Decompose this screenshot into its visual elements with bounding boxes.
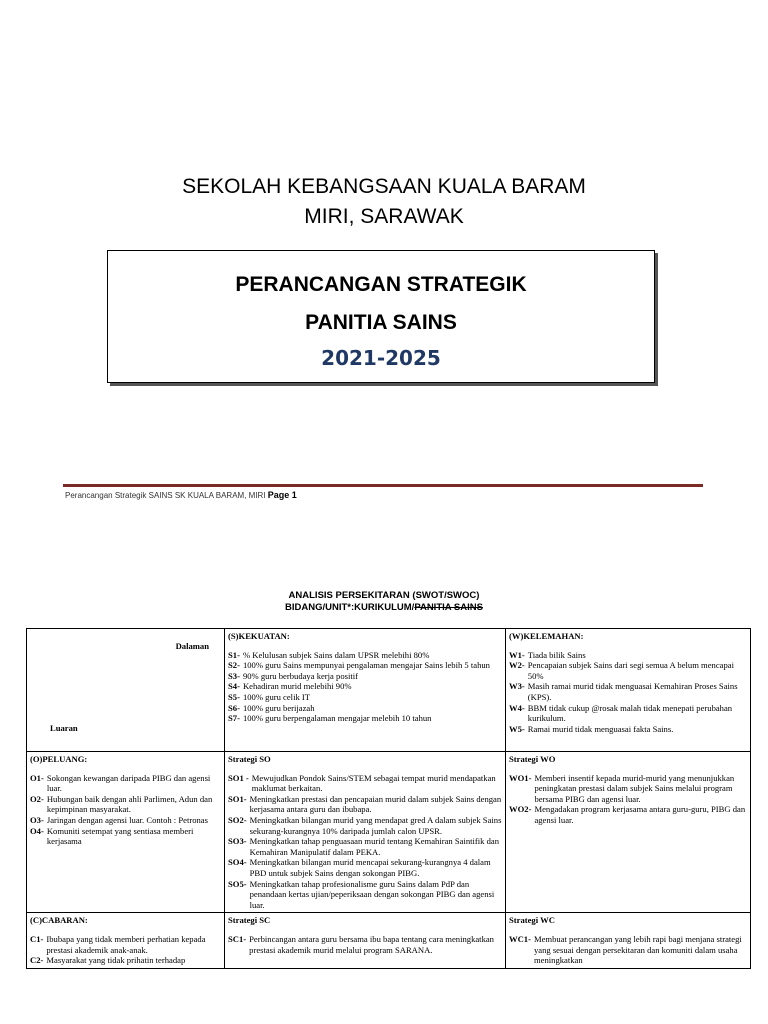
item-text: Memberi insentif kepada murid-murid yang menunjukkan peningkatan prestasi dalam subjek Sains melalui program bersama PIBG dan agensi luar. bbox=[534, 772, 735, 804]
sc-header: Strategi SC bbox=[228, 915, 271, 926]
item-text: Membuat perancangan yang lebih rapi bagi menjana strategi yang sesuai dengan persekitaran dan komuniti dalam usaha meningkatkan bbox=[533, 933, 742, 966]
list-item bbox=[30, 934, 221, 955]
item-code: WO1- bbox=[509, 772, 532, 783]
footer-rule bbox=[63, 484, 703, 487]
title-years: 2021-2025 bbox=[321, 346, 441, 370]
wc-header: Strategi WC bbox=[509, 915, 555, 926]
item-code: S6- bbox=[228, 702, 240, 713]
list-item bbox=[228, 879, 502, 911]
item-code: SO1 - bbox=[228, 772, 249, 783]
challenges-cell bbox=[27, 913, 225, 968]
challenges-header: (C)CABARAN: bbox=[30, 915, 88, 926]
so-list bbox=[228, 773, 502, 911]
item-text: Pencapaian subjek Sains dari segi semua A belum mencapai 50% bbox=[527, 660, 734, 681]
list-item bbox=[228, 671, 502, 682]
item-code: S4- bbox=[228, 681, 240, 692]
item-text: 100% guru celik IT bbox=[242, 691, 311, 702]
item-text: Hubungan baik dengan ahli Parlimen, Adun dan kepimpinan masyarakat. bbox=[46, 793, 213, 815]
list-item bbox=[509, 660, 747, 681]
list-item bbox=[228, 713, 502, 724]
item-code: SO4- bbox=[228, 857, 247, 868]
item-text: Komuniti setempat yang sentiasa memberi kerjasama bbox=[46, 825, 194, 847]
list-item bbox=[30, 826, 221, 847]
opportunities-header: (O)PELUANG: bbox=[30, 754, 88, 764]
item-code: S7- bbox=[228, 713, 240, 724]
item-code: S2- bbox=[228, 660, 240, 671]
matrix-corner-cell bbox=[27, 629, 225, 752]
item-text: 100% guru Sains mempunyai pengalaman mengajar Sains lebih 5 tahun bbox=[242, 660, 490, 671]
title-line2: PANITIA SAINS bbox=[305, 311, 457, 334]
so-strategy-cell bbox=[225, 752, 506, 913]
sc-strategy-cell bbox=[225, 913, 506, 968]
list-item bbox=[228, 692, 502, 703]
item-code: C2- bbox=[30, 955, 44, 966]
item-text: 100% guru berpengalaman mengajar melebih 10 tahun bbox=[242, 713, 432, 724]
wo-strategy-cell bbox=[506, 752, 751, 913]
opportunities-list bbox=[30, 773, 221, 847]
strengths-cell bbox=[225, 629, 506, 752]
item-code: SO5- bbox=[228, 878, 247, 889]
list-item bbox=[30, 773, 221, 794]
list-item bbox=[228, 650, 502, 661]
list-item bbox=[228, 815, 502, 836]
item-code: O4- bbox=[30, 825, 44, 836]
list-item bbox=[228, 773, 502, 794]
item-text: Ramai murid tidak menguasai fakta Sains. bbox=[527, 723, 674, 734]
strengths-list bbox=[228, 650, 502, 724]
item-text: Sokongan kewangan daripada PIBG dan agensi luar. bbox=[46, 772, 211, 794]
list-item bbox=[228, 836, 502, 857]
swot-row-challenges bbox=[27, 913, 751, 968]
item-text: % Kelulusan subjek Sains dalam UPSR melebihi 80% bbox=[242, 649, 430, 660]
item-text: Masih ramai murid tidak menguasai Kemahiran Proses Sains (KPS). bbox=[527, 681, 738, 702]
weaknesses-header: (W)KELEMAHAN: bbox=[509, 631, 584, 641]
list-item bbox=[509, 724, 747, 735]
item-text: Mewujudkan Pondok Sains/STEM sebagai tempat murid mendapatkan maklumat berkaitan. bbox=[251, 772, 496, 794]
title-box bbox=[107, 250, 655, 383]
strengths-header: (S)KEKUATAN: bbox=[228, 631, 290, 641]
item-text: 100% guru berijazah bbox=[242, 702, 315, 713]
wo-list bbox=[509, 773, 747, 826]
footer-text: Perancangan Strategik SAINS SK KUALA BARAM, MIRI bbox=[65, 491, 266, 500]
item-code: W3- bbox=[509, 681, 525, 692]
analysis-heading bbox=[0, 590, 768, 614]
school-location: MIRI, SARAWAK bbox=[304, 205, 464, 228]
item-code: S1- bbox=[228, 649, 240, 660]
weaknesses-cell bbox=[506, 629, 751, 752]
analysis-subtitle bbox=[0, 602, 768, 614]
list-item bbox=[509, 934, 747, 966]
list-item bbox=[509, 804, 747, 825]
item-text: Tiada bilik Sains bbox=[527, 649, 586, 660]
so-header: Strategi SO bbox=[228, 754, 271, 764]
list-item bbox=[228, 857, 502, 878]
item-code: SO3- bbox=[228, 836, 247, 847]
swot-row-opportunities bbox=[27, 752, 751, 913]
page-footer bbox=[65, 490, 297, 500]
weaknesses-list bbox=[509, 650, 747, 735]
school-name-line1: SEKOLAH KEBANGSAAN KUALA BARAM bbox=[182, 175, 586, 198]
opportunities-cell bbox=[27, 752, 225, 913]
item-text: Jaringan dengan agensi luar. Contoh : Petronas bbox=[46, 814, 208, 825]
wc-list bbox=[509, 934, 747, 966]
analysis-title: ANALISIS PERSEKITARAN (SWOT/SWOC) bbox=[288, 590, 480, 601]
item-code: S5- bbox=[228, 691, 240, 702]
item-code: WC1- bbox=[509, 933, 531, 944]
title-line1: PERANCANGAN STRATEGIK bbox=[235, 273, 527, 296]
swot-row-internal bbox=[27, 629, 751, 752]
label-luaran: Luaran bbox=[50, 723, 78, 733]
item-text: Perbincangan antara guru bersama ibu bapa tentang cara meningkatkan prestasi akademik murid melalui program SARANA. bbox=[249, 933, 494, 955]
analysis-subtitle-b: PANITIA SAINS bbox=[414, 602, 483, 613]
item-text: Meningkatkan bilangan murid mencapai sekurang-kurangnya 4 dalam PBD untuk subjek Sains dengan sokongan PIBG. bbox=[249, 857, 491, 878]
item-text: Kehadiran murid melebihi 90% bbox=[242, 681, 352, 692]
item-code: O2- bbox=[30, 793, 44, 804]
item-code: SO1- bbox=[228, 793, 247, 804]
list-item bbox=[228, 794, 502, 815]
item-text: Meningkatkan tahap profesionalisme guru Sains dalam PdP dan penandaan kertas ujian/peperiksaan dengan sokongan PIBG dan agensi luar. bbox=[249, 878, 495, 910]
item-code: W1- bbox=[509, 649, 525, 660]
item-code: SO2- bbox=[228, 814, 247, 825]
list-item bbox=[509, 650, 747, 661]
item-text: Masyarakat yang tidak prihatin terhadap bbox=[46, 955, 186, 966]
item-code: W5- bbox=[509, 723, 525, 734]
list-item bbox=[509, 703, 747, 724]
list-item bbox=[509, 773, 747, 805]
item-code: C1- bbox=[30, 933, 44, 944]
item-text: Ibubapa yang tidak memberi perhatian kepada prestasi akademik anak-anak. bbox=[46, 933, 206, 955]
list-item bbox=[509, 681, 747, 702]
item-code: O1- bbox=[30, 772, 44, 783]
item-code: O3- bbox=[30, 814, 44, 825]
list-item bbox=[228, 703, 502, 714]
label-dalaman: Dalaman bbox=[175, 641, 209, 651]
sc-list bbox=[228, 934, 502, 955]
item-code: W2- bbox=[509, 660, 525, 671]
item-text: Meningkatkan tahap penguasaan murid tentang Kemahiran Saintifik dan Kemahiran Manipulatif dalam PEKA. bbox=[249, 836, 500, 857]
item-code: WO2- bbox=[509, 804, 532, 815]
list-item bbox=[228, 934, 502, 955]
item-text: Mengadakan program kerjasama antara guru-guru, PIBG dan agensi luar. bbox=[534, 804, 746, 825]
school-name bbox=[0, 172, 768, 232]
swot-matrix bbox=[26, 628, 751, 969]
item-text: 90% guru berbudaya kerja positif bbox=[242, 670, 358, 681]
list-item bbox=[30, 794, 221, 815]
list-item bbox=[30, 955, 221, 966]
list-item bbox=[228, 660, 502, 671]
item-code: W4- bbox=[509, 702, 525, 713]
analysis-subtitle-a: BIDANG/UNIT*:KURIKULUM/ bbox=[285, 602, 415, 613]
wo-header: Strategi WO bbox=[509, 754, 556, 764]
page-number: Page 1 bbox=[267, 490, 297, 500]
list-item bbox=[30, 815, 221, 826]
wc-strategy-cell bbox=[506, 913, 751, 968]
challenges-list bbox=[30, 934, 221, 966]
item-text: BBM tidak cukup @rosak malah tidak menepati perubahan kurikulum. bbox=[527, 702, 733, 724]
item-code: S3- bbox=[228, 670, 240, 681]
item-text: Meningkatkan prestasi dan pencapaian murid dalam subjek Sains dengan kerjasama antara guru dan ibubapa. bbox=[249, 793, 502, 815]
item-code: SC1- bbox=[228, 933, 247, 944]
list-item bbox=[228, 681, 502, 692]
item-text: Meningkatkan bilangan murid yang mendapat gred A dalam subjek Sains sekurang-kurangnya 10% daripada jumlah calon UPSR. bbox=[249, 814, 502, 836]
